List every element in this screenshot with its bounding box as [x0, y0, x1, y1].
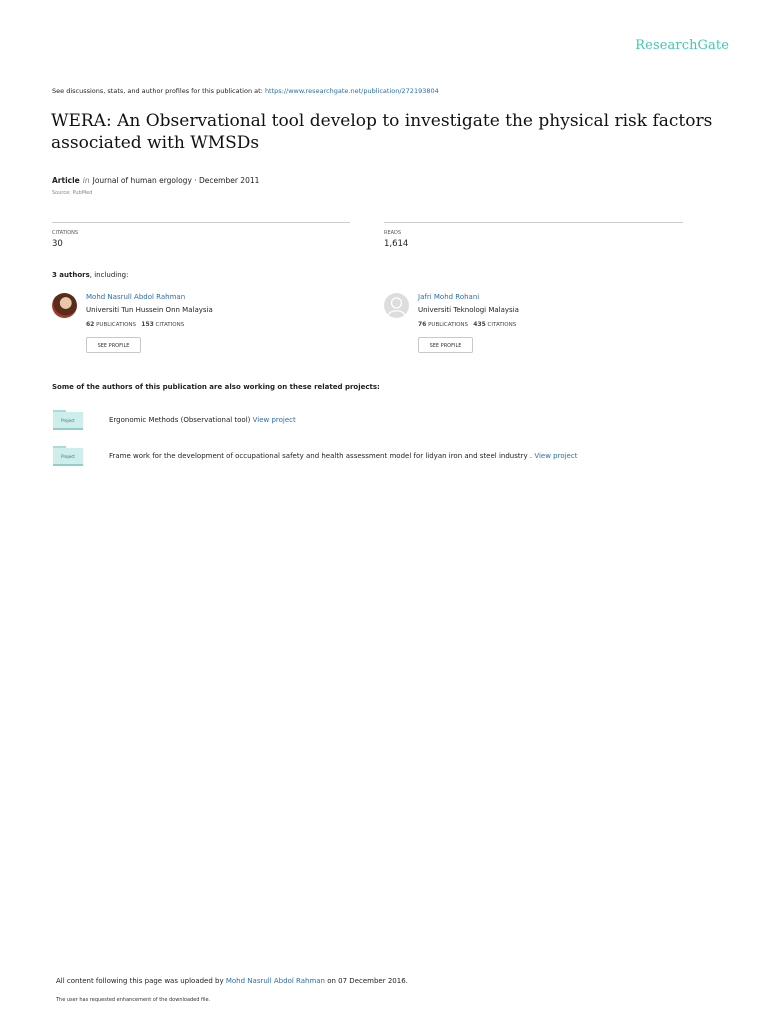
avatar[interactable]: [52, 293, 77, 318]
author-publications-label: PUBLICATIONS: [96, 322, 137, 328]
list-item: [109, 452, 577, 460]
authors-count: 3 authors: [52, 271, 90, 279]
journal-info: Journal of human ergology · December 2011: [92, 176, 260, 185]
author-citations-count: 153: [141, 321, 154, 328]
list-item: [109, 416, 296, 424]
author-stats: [86, 321, 184, 328]
see-profile-button[interactable]: SEE PROFILE: [86, 337, 141, 353]
author-publications-count: 76: [418, 321, 427, 328]
citations-count: 30: [52, 239, 63, 249]
page-title: WERA: An Observational tool develop to investigate the physical risk factors associated with WMSDs: [51, 111, 713, 153]
publication-url-link[interactable]: https://www.researchgate.net/publication/272193804: [264, 87, 439, 95]
publication-meta: [52, 176, 259, 185]
author-name-link[interactable]: Jafri Mohd Rohani: [418, 293, 480, 301]
citations-label: CITATIONS: [52, 230, 79, 236]
author-publications-count: 62: [86, 321, 95, 328]
project-icon-label: Project: [53, 412, 83, 430]
intro-line: [52, 87, 439, 95]
upload-info: [56, 977, 408, 985]
project-icon-label: Project: [53, 448, 83, 466]
project-folder-icon: [53, 446, 83, 466]
publication-type: Article: [52, 176, 80, 185]
uploader-link[interactable]: Mohd Nasrull Abdol Rahman: [225, 977, 325, 985]
author-citations-count: 435: [473, 321, 486, 328]
see-profile-button[interactable]: SEE PROFILE: [418, 337, 473, 353]
reads-label: READS: [384, 230, 402, 236]
project-folder-icon: [53, 410, 83, 430]
intro-text: See discussions, stats, and author profiles for this publication at:: [52, 87, 263, 95]
project-title: Ergonomic Methods (Observational tool): [109, 416, 251, 424]
upload-suffix: on 07 December 2016.: [327, 977, 408, 985]
upload-prefix: All content following this page was uploaded by: [56, 977, 224, 985]
author-institution: Universiti Tun Hussein Onn Malaysia: [86, 306, 213, 314]
publication-source: Source: PubMed: [52, 190, 93, 196]
author-stats: [418, 321, 516, 328]
default-user-icon: [384, 293, 409, 318]
in-label: in: [82, 176, 90, 185]
researchgate-logo[interactable]: ResearchGate: [635, 38, 729, 53]
authors-heading: [52, 271, 128, 279]
citations-divider: [52, 222, 350, 223]
author-publications-label: PUBLICATIONS: [428, 322, 469, 328]
view-project-link[interactable]: View project: [534, 452, 578, 460]
avatar[interactable]: [384, 293, 409, 318]
reads-divider: [384, 222, 683, 223]
author-name-link[interactable]: Mohd Nasrull Abdol Rahman: [86, 293, 186, 301]
reads-count: 1,614: [384, 239, 409, 249]
projects-heading: Some of the authors of this publication are also working on these related projects:: [52, 383, 380, 391]
author-citations-label: CITATIONS: [487, 322, 517, 328]
author-citations-label: CITATIONS: [155, 322, 185, 328]
enhancement-note: The user has requested enhancement of the downloaded file.: [56, 997, 211, 1003]
authors-heading-rest: , including:: [89, 271, 129, 279]
author-institution: Universiti Teknologi Malaysia: [418, 306, 519, 314]
project-title: Frame work for the development of occupational safety and health assessment model for lidyan iron and steel industry .: [109, 452, 533, 460]
view-project-link[interactable]: View project: [252, 416, 296, 424]
